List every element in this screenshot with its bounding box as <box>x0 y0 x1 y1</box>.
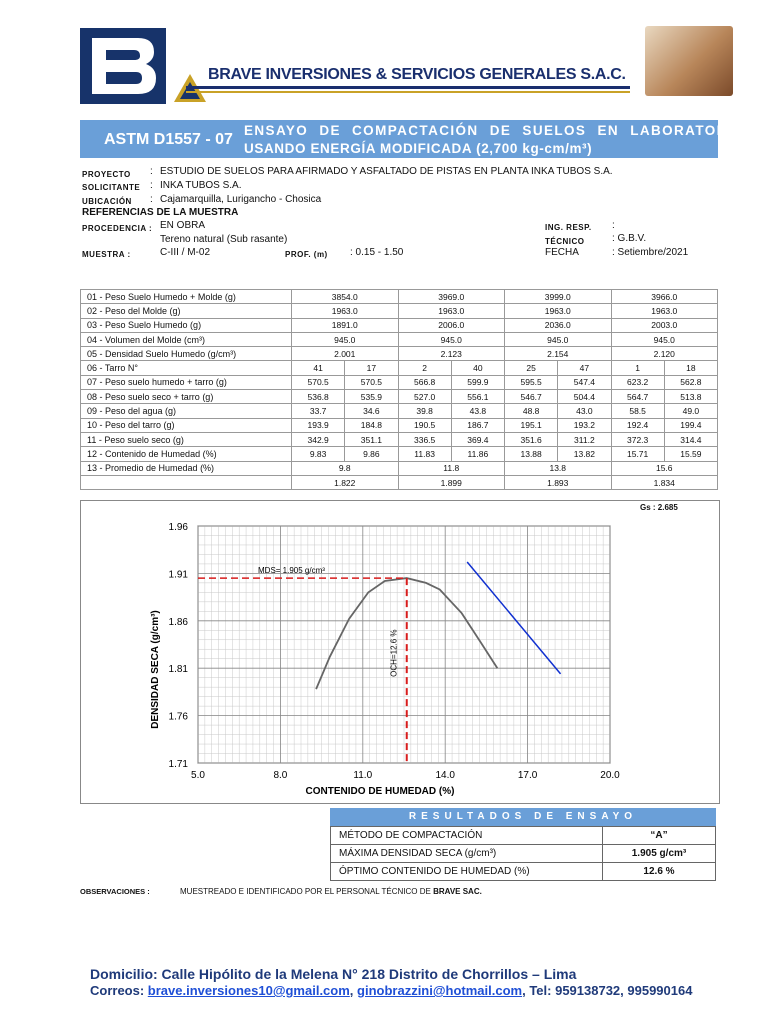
table-cell: 11.8 <box>398 461 505 475</box>
table-cell: 372.3 <box>611 432 664 446</box>
table-cell: 311.2 <box>558 432 611 446</box>
table-cell: 15.59 <box>664 447 717 461</box>
table-row <box>81 332 718 346</box>
table-cell: 1.899 <box>398 475 505 489</box>
table-cell: 15.71 <box>611 447 664 461</box>
mds-annotation: MDS= 1.905 g/cm³ <box>258 566 325 576</box>
table-cell: 195.1 <box>505 418 558 432</box>
colon: : <box>150 166 153 177</box>
table-cell: 2003.0 <box>611 318 718 332</box>
result-label: MÉTODO DE COMPACTACIÓN <box>331 827 603 845</box>
table-cell: 43.8 <box>451 404 504 418</box>
solicitante-label: SOLICITANTE <box>82 183 141 192</box>
result-label: ÓPTIMO CONTENIDO DE HUMEDAD (%) <box>331 863 603 881</box>
table-row <box>81 475 718 489</box>
prof-value: : 0.15 - 1.50 <box>350 247 404 258</box>
y-tick-label: 1.86 <box>168 616 188 628</box>
x-tick-label: 5.0 <box>191 770 205 781</box>
table-cell: 566.8 <box>398 375 451 389</box>
table-cell: 18 <box>664 361 717 375</box>
fecha-label: FECHA <box>545 247 579 258</box>
colon: : <box>150 180 153 191</box>
table-cell: 47 <box>558 361 611 375</box>
table-cell: 34.6 <box>345 404 398 418</box>
table-cell: 546.7 <box>505 390 558 404</box>
table-cell: 2006.0 <box>398 318 505 332</box>
table-row <box>81 290 718 304</box>
result-value: “A” <box>603 827 716 845</box>
referencias-title: REFERENCIAS DE LA MUESTRA <box>82 207 239 218</box>
table-cell: 13.82 <box>558 447 611 461</box>
compaction-curve-chart <box>80 500 718 802</box>
row-label: 11 - Peso suelo seco (g) <box>81 432 292 446</box>
table-cell: 1963.0 <box>398 304 505 318</box>
table-row <box>81 461 718 475</box>
table-cell: 513.8 <box>664 390 717 404</box>
table-cell: 623.2 <box>611 375 664 389</box>
table-cell: 190.5 <box>398 418 451 432</box>
table-cell: 2.120 <box>611 347 718 361</box>
proyecto-label: PROYECTO <box>82 170 131 179</box>
y-axis-label: DENSIDAD SECA (g/cm³) <box>150 610 161 729</box>
table-cell: 58.5 <box>611 404 664 418</box>
table-row <box>81 361 718 375</box>
logo-b-icon <box>80 28 166 104</box>
table-cell: 15.6 <box>611 461 718 475</box>
y-tick-label: 1.91 <box>168 569 188 581</box>
document-title-line1: ENSAYO DE COMPACTACIÓN DE SUELOS EN LABORATORIO <box>244 123 745 138</box>
table-cell: 547.4 <box>558 375 611 389</box>
table-cell: 562.8 <box>664 375 717 389</box>
table-row <box>81 418 718 432</box>
table-cell: 314.4 <box>664 432 717 446</box>
table-cell: 564.7 <box>611 390 664 404</box>
table-cell: 2.154 <box>505 347 612 361</box>
document-title-line2: USANDO ENERGÍA MODIFICADA (2,700 kg-cm/m³) <box>244 141 593 156</box>
table-row <box>81 347 718 361</box>
observaciones-company: BRAVE SAC. <box>433 887 482 896</box>
table-row <box>81 390 718 404</box>
table-cell: 2.123 <box>398 347 505 361</box>
company-underline-gold <box>186 91 630 93</box>
row-label: 12 - Contenido de Humedad (%) <box>81 447 292 461</box>
row-label: 01 - Peso Suelo Humedo + Molde (g) <box>81 290 292 304</box>
table-cell: 351.6 <box>505 432 558 446</box>
table-cell: 3854.0 <box>292 290 399 304</box>
table-cell: 1963.0 <box>505 304 612 318</box>
compaction-data-table <box>80 289 718 490</box>
table-cell: 351.1 <box>345 432 398 446</box>
table-cell: 336.5 <box>398 432 451 446</box>
tecnico-label: TÉCNICO <box>545 237 585 246</box>
table-cell: 527.0 <box>398 390 451 404</box>
row-label <box>81 475 292 489</box>
result-row <box>331 845 716 863</box>
row-label: 03 - Peso Suelo Humedo (g) <box>81 318 292 332</box>
table-cell: 536.8 <box>292 390 345 404</box>
observaciones-body: MUESTREADO E IDENTIFICADO POR EL PERSONAL TÉCNICO DE <box>180 887 434 896</box>
table-cell: 369.4 <box>451 432 504 446</box>
procedencia-detail: Tereno natural (Sub rasante) <box>160 234 288 245</box>
y-tick-label: 1.81 <box>168 664 188 676</box>
table-cell: 17 <box>345 361 398 375</box>
table-cell: 945.0 <box>398 332 505 346</box>
table-row <box>81 432 718 446</box>
observaciones-text <box>180 887 482 896</box>
table-cell: 49.0 <box>664 404 717 418</box>
row-label: 07 - Peso suelo humedo + tarro (g) <box>81 375 292 389</box>
muestra-value: C-III / M-02 <box>160 247 211 258</box>
table-row <box>81 304 718 318</box>
table-cell: 41 <box>292 361 345 375</box>
company-name: BRAVE INVERSIONES & SERVICIOS GENERALES S.A.C. <box>208 66 626 83</box>
table-cell: 556.1 <box>451 390 504 404</box>
table-cell: 599.9 <box>451 375 504 389</box>
muestra-label: MUESTRA : <box>82 250 131 259</box>
table-cell: 193.2 <box>558 418 611 432</box>
procedencia-label: PROCEDENCIA : <box>82 224 153 233</box>
table-cell: 3969.0 <box>398 290 505 304</box>
table-cell: 2 <box>398 361 451 375</box>
table-cell: 1.822 <box>292 475 399 489</box>
ubicacion-label: UBICACIÓN <box>82 197 132 206</box>
row-label: 06 - Tarro N° <box>81 361 292 375</box>
company-underline <box>186 86 630 89</box>
company-logo <box>80 28 166 104</box>
table-row <box>81 318 718 332</box>
result-label: MÁXIMA DENSIDAD SECA (g/cm³) <box>331 845 603 863</box>
result-row <box>331 863 716 881</box>
table-cell: 570.5 <box>345 375 398 389</box>
table-cell: 595.5 <box>505 375 558 389</box>
table-cell: 186.7 <box>451 418 504 432</box>
footer-domicilio: Domicilio: Calle Hipólito de la Melena N° 218 Distrito de Chorrillos – Lima <box>90 966 577 982</box>
table-cell: 1 <box>611 361 664 375</box>
table-cell: 184.8 <box>345 418 398 432</box>
email-link-2[interactable]: ginobrazzini@hotmail.com <box>357 983 523 998</box>
footer-telefono: , Tel: 959138732, 995990164 <box>522 983 693 998</box>
result-value: 12.6 % <box>603 863 716 881</box>
table-cell: 43.0 <box>558 404 611 418</box>
separator: , <box>349 983 358 998</box>
table-cell: 3966.0 <box>611 290 718 304</box>
table-cell: 48.8 <box>505 404 558 418</box>
table-cell: 40 <box>451 361 504 375</box>
table-cell: 9.83 <box>292 447 345 461</box>
row-label: 04 - Volumen del Molde (cm³) <box>81 332 292 346</box>
results-title: RESULTADOS DE ENSAYO <box>330 808 716 826</box>
table-cell: 3999.0 <box>505 290 612 304</box>
table-cell: 11.86 <box>451 447 504 461</box>
table-cell: 2.001 <box>292 347 399 361</box>
table-cell: 1891.0 <box>292 318 399 332</box>
table-cell: 570.5 <box>292 375 345 389</box>
footer-contacts <box>90 983 692 998</box>
tecnico-value: : G.B.V. <box>612 233 647 244</box>
table-row <box>81 447 718 461</box>
results-table <box>330 826 716 881</box>
observaciones-label: OBSERVACIONES : <box>80 887 150 896</box>
y-tick-label: 1.96 <box>168 522 188 533</box>
table-cell: 945.0 <box>611 332 718 346</box>
table-cell: 199.4 <box>664 418 717 432</box>
table-cell: 9.8 <box>292 461 399 475</box>
row-label: 09 - Peso del agua (g) <box>81 404 292 418</box>
ing-resp-label: ING. RESP. <box>545 223 592 232</box>
table-cell: 1.893 <box>505 475 612 489</box>
table-row <box>81 404 718 418</box>
fecha-value: : Setiembre/2021 <box>612 247 689 258</box>
table-cell: 39.8 <box>398 404 451 418</box>
table-cell: 13.8 <box>505 461 612 475</box>
correos-label: Correos: <box>90 983 148 998</box>
table-cell: 25 <box>505 361 558 375</box>
table-cell: 13.88 <box>505 447 558 461</box>
table-cell: 504.4 <box>558 390 611 404</box>
proyecto-value: ESTUDIO DE SUELOS PARA AFIRMADO Y ASFALTADO DE PISTAS EN PLANTA INKA TUBOS S.A. <box>160 166 613 177</box>
email-link-1[interactable]: brave.inversiones10@gmail.com <box>147 983 350 998</box>
table-cell: 193.9 <box>292 418 345 432</box>
table-cell: 1.834 <box>611 475 718 489</box>
table-cell: 535.9 <box>345 390 398 404</box>
prof-label: PROF. (m) <box>285 250 328 259</box>
y-tick-label: 1.71 <box>168 759 188 770</box>
table-cell: 1963.0 <box>292 304 399 318</box>
gs-label: Gs : 2.685 <box>640 503 678 512</box>
table-cell: 192.4 <box>611 418 664 432</box>
och-annotation: OCH=12.6 % <box>389 629 399 677</box>
row-label: 08 - Peso suelo seco + tarro (g) <box>81 390 292 404</box>
ing-resp-value: : <box>612 220 615 231</box>
x-tick-label: 8.0 <box>273 770 288 781</box>
x-tick-label: 14.0 <box>435 770 455 781</box>
table-row <box>81 375 718 389</box>
solicitante-value: INKA TUBOS S.A. <box>160 180 242 191</box>
x-tick-label: 20.0 <box>600 770 620 781</box>
result-value: 1.905 g/cm³ <box>603 845 716 863</box>
table-cell: 2036.0 <box>505 318 612 332</box>
table-cell: 342.9 <box>292 432 345 446</box>
y-tick-label: 1.76 <box>168 711 188 723</box>
row-label: 05 - Densidad Suelo Humedo (g/cm³) <box>81 347 292 361</box>
procedencia-value: EN OBRA <box>160 220 206 231</box>
result-row <box>331 827 716 845</box>
standard-code: ASTM D1557 - 07 <box>104 131 233 148</box>
x-tick-label: 11.0 <box>353 770 373 781</box>
table-cell: 11.83 <box>398 447 451 461</box>
ubicacion-value: Cajamarquilla, Lurigancho - Chosica <box>160 194 322 205</box>
row-label: 02 - Peso del Molde (g) <box>81 304 292 318</box>
row-label: 13 - Promedio de Humedad (%) <box>81 461 292 475</box>
x-axis-label: CONTENIDO DE HUMEDAD (%) <box>305 786 455 797</box>
table-cell: 9.86 <box>345 447 398 461</box>
row-label: 10 - Peso del tarro (g) <box>81 418 292 432</box>
table-cell: 945.0 <box>292 332 399 346</box>
table-cell: 33.7 <box>292 404 345 418</box>
x-tick-label: 17.0 <box>517 770 538 781</box>
table-cell: 1963.0 <box>611 304 718 318</box>
lab-equipment-photo <box>645 26 733 96</box>
table-cell: 945.0 <box>505 332 612 346</box>
colon: : <box>150 194 153 205</box>
